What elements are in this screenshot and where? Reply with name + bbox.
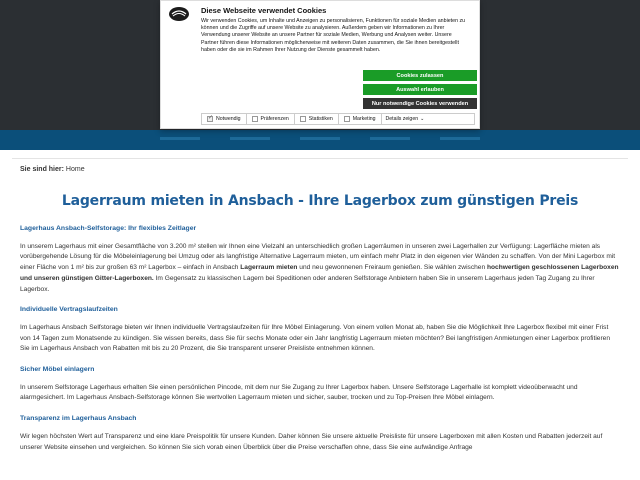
allow-cookies-button[interactable]: Cookies zulassen — [363, 70, 477, 81]
main-content — [20, 224, 620, 463]
section-heading: Sicher Möbel einlagern — [20, 366, 95, 374]
navigation-items — [0, 132, 640, 146]
allow-selection-button[interactable]: Auswahl erlauben — [363, 84, 477, 95]
breadcrumb-prefix: Sie sind hier: — [20, 166, 64, 173]
checkbox-box — [344, 116, 350, 122]
checkbox-box — [300, 116, 306, 122]
show-details-link[interactable] — [382, 116, 429, 122]
checkbox-box — [207, 116, 213, 122]
section-heading: Transparenz im Lagerhaus Ansbach — [20, 415, 137, 423]
section-paragraph: In unserem Lagerhaus mit einer Gesamtfläche von 3.200 m² stellen wir Ihnen eine Vielzahl an unterschiedlich großen Lagerräumen in unseren zwei Lagerhallen zur Verfügung: Lagerfläche mieten als vorübergehende Lösung für die Möbeleinlagerung bei Umzug oder als langfristige Alternative Lagerraum mieten, um einfach mehr Platz in den eigenen vier Wänden zu schaffen. Von der Mini Lagerbox mit einer Fläche von 1 m² bis zur großen 63 m² Lagerbox – einfach in Ansbach Lagerraum mieten und neu gewonnenen Freiraum genießen. Sie wählen zwischen hochwertigen geschlossenen Lagerboxen und unseren günstigen Gitter-Lagerboxen. Im Gegensatz zu klassischen Lagern bei Speditionen oder anderen Selfstorage Anbietern haben Sie in unserem Lagerhaus jeden Tag Zugang zu Ihrer Lagerbox. — [20, 242, 619, 293]
checkbox-necessary[interactable] — [202, 114, 247, 124]
breadcrumb-home-link[interactable]: Home — [65, 166, 85, 173]
section-paragraph: Im Lagerhaus Ansbach Selfstorage bieten wir Ihnen individuelle Vertragslaufzeiten für Ihre Möbel Einlagerung. Von einem vollen Monat ab, haben Sie die Möglichkeit Ihre Lagerbox flexibel mit einer Frist von 14 Tagen zum Monatsende zu kündigen. Sie wissen bereits, dass Sie für sechs Monate oder ein Jahr langfristig Lagerraum mieten möchten? Bei langfristigen Anmietungen einer Lagerbox profitieren Sie im Lagerhaus Ansbach von Rabatten mit bis zu 20 Prozent, die Sie transparent unserer Preisliste entnehmen können. — [20, 323, 610, 353]
necessary-cookies-button[interactable]: Nur notwendige Cookies verwenden — [363, 98, 477, 109]
checkbox-label: Marketing — [352, 116, 376, 122]
page-title: Lagerraum mieten in Ansbach - Ihre Lagerbox zum günstigen Preis — [61, 193, 579, 209]
nav-item[interactable] — [370, 137, 410, 140]
nav-item[interactable] — [230, 137, 270, 140]
cookie-description: Wir verwenden Cookies, um Inhalte und Anzeigen zu personalisieren, Funktionen für soziale Medien anbieten zu können und die Zugriffe auf unsere Website zu analysieren. Außerdem geben wir Informationen zu Ihrer Verwendung unserer Website an unsere Partner für soziale Medien, Werbung und Analysen weiter. Unsere Partner führen diese Informationen möglicherweise mit weiteren Daten zusammen, die Sie ihnen bereitgestellt haben oder die sie im Rahmen Ihrer Nutzung der Dienste gesammelt haben. — [201, 18, 466, 53]
checkbox-marketing[interactable] — [339, 114, 382, 124]
section-paragraph: In unserem Selfstorage Lagerhaus erhalten Sie einen persönlichen Pincode, mit dem nur Sie Zugang zu Ihrer Lagerbox haben. Unsere Selfstorage Lagerhalle ist komplett videoüberwacht und alarmgesichert. Im Lagerhaus Ansbach-Selfstorage können Sie wertvollen Lagerraum mieten und sicher, sauber, trocken und zu Top-Preisen Ihre Möbel einlagern. — [20, 383, 578, 402]
nav-item[interactable] — [300, 137, 340, 140]
divider — [12, 158, 628, 159]
section-heading: Lagerhaus Ansbach-Selfstorage: Ihr flexibles Zeitlager — [20, 225, 197, 232]
section-paragraph: Wir legen höchsten Wert auf Transparenz und eine klare Preispolitik für unsere Kunden. Daher können Sie unsere aktuelle Preisliste für unsere Lagerboxen mit allen Kosten und Rabatten jederzeit auf unserer Website einsehen und vergleichen. So können Sie sich vorab einen Überblick über die Preise verschaffen ohne, dass Sie eine aufwändige Anfrage — [20, 432, 603, 451]
section-heading: Individuelle Vertragslaufzeiten — [20, 306, 118, 314]
nav-item[interactable] — [440, 137, 480, 140]
cookie-consent-dialog — [160, 0, 480, 129]
checkbox-label: Notwendig — [216, 116, 241, 122]
checkbox-label: Statistiken — [308, 116, 333, 122]
checkbox-statistics[interactable] — [295, 114, 339, 124]
cookie-icon — [168, 6, 190, 22]
details-label: Details zeigen — [385, 116, 419, 122]
checkbox-label: Präferenzen — [260, 116, 289, 122]
nav-item[interactable] — [160, 137, 200, 140]
checkbox-box — [252, 116, 258, 122]
breadcrumb — [20, 166, 85, 173]
cookie-title: Diese Webseite verwendet Cookies — [201, 6, 327, 15]
chevron-down-icon: ⌄ — [420, 116, 425, 122]
cookie-category-bar — [201, 113, 475, 125]
checkbox-preferences[interactable] — [247, 114, 295, 124]
